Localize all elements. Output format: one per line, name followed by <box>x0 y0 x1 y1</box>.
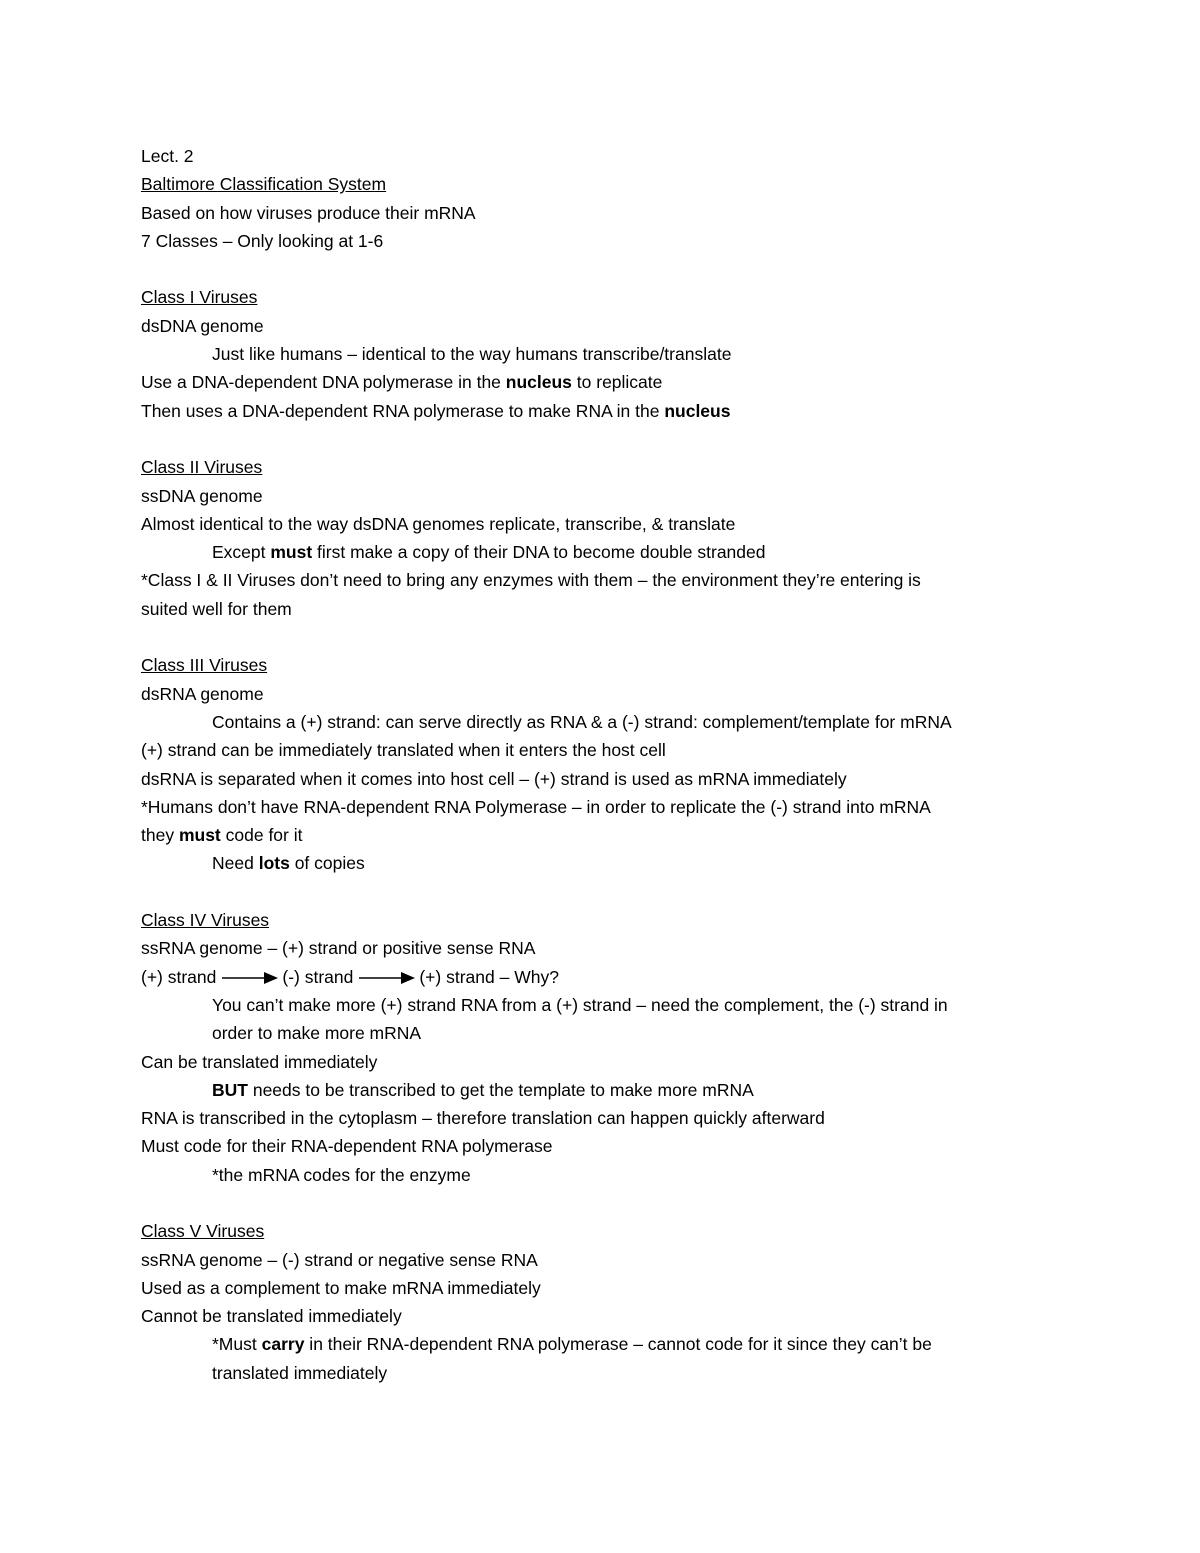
text-line: You can’t make more (+) strand RNA from a (+) strand – need the complement, the (-) strand in <box>212 994 948 1015</box>
spacer <box>141 425 1061 453</box>
right-arrow-icon <box>359 972 415 984</box>
text-line: dsRNA genome <box>141 683 264 704</box>
text-line: Use a DNA-dependent DNA polymerase in the nucleus to replicate <box>141 372 663 393</box>
text-line: Except must first make a copy of their DNA to become double stranded <box>212 542 766 563</box>
bold-term: lots <box>258 853 290 874</box>
intro-line: 7 Classes – Only looking at 1-6 <box>141 230 384 251</box>
text-line: Used as a complement to make mRNA immediately <box>141 1277 541 1298</box>
text-line: ssDNA genome <box>141 485 263 506</box>
bold-term: nucleus <box>505 372 572 393</box>
text-line: *Humans don’t have RNA-dependent RNA Polymerase – in order to replicate the (-) strand into mRNA <box>141 796 931 817</box>
bold-term: BUT <box>212 1079 248 1100</box>
lecture-label: Lect. 2 <box>141 146 194 166</box>
text-line: RNA is transcribed in the cytoplasm – therefore translation can happen quickly afterward <box>141 1108 825 1129</box>
text-line: ssRNA genome – (+) strand or positive sense RNA <box>141 938 536 959</box>
spacer <box>141 878 1061 906</box>
text-line: they must code for it <box>141 825 303 846</box>
strand-flow <box>141 963 1061 991</box>
text-line: BUT needs to be transcribed to get the template to make more mRNA <box>212 1079 754 1100</box>
flow-step: (+) strand <box>141 966 217 987</box>
spacer <box>141 255 1061 283</box>
bold-term: must <box>270 542 313 563</box>
section-heading-class-3: Class III Viruses <box>141 655 268 676</box>
right-arrow-icon <box>222 972 278 984</box>
text-line: dsRNA is separated when it comes into host cell – (+) strand is used as mRNA immediately <box>141 768 847 789</box>
text-line: ssRNA genome – (-) strand or negative sense RNA <box>141 1249 538 1270</box>
section-heading-class-1: Class I Viruses <box>141 287 258 308</box>
intro-line: Based on how viruses produce their mRNA <box>141 202 476 223</box>
text-line: Contains a (+) strand: can serve directly as RNA & a (-) strand: complement/template for mRNA <box>212 711 952 732</box>
section-heading-class-5: Class V Viruses <box>141 1221 265 1242</box>
document-body <box>141 142 1061 1387</box>
document-title: Baltimore Classification System <box>141 174 387 195</box>
text-line: Can be translated immediately <box>141 1051 378 1072</box>
text-line: Almost identical to the way dsDNA genomes replicate, transcribe, & translate <box>141 513 736 534</box>
text-line: translated immediately <box>212 1362 388 1383</box>
text-line: *Must carry in their RNA-dependent RNA polymerase – cannot code for it since they can’t be <box>212 1334 932 1355</box>
bold-term: carry <box>261 1334 305 1355</box>
text-line: Then uses a DNA-dependent RNA polymerase to make RNA in the nucleus <box>141 400 731 421</box>
flow-step: (-) strand <box>282 966 354 987</box>
bold-term: must <box>178 825 221 846</box>
text-line: Just like humans – identical to the way humans transcribe/translate <box>212 344 732 365</box>
flow-step: (+) strand – Why? <box>419 966 559 987</box>
section-heading-class-2: Class II Viruses <box>141 457 263 478</box>
text-line: dsDNA genome <box>141 315 264 336</box>
text-line: Cannot be translated immediately <box>141 1306 402 1327</box>
section-heading-class-4: Class IV Viruses <box>141 910 270 931</box>
bold-term: nucleus <box>664 400 731 421</box>
text-line: Must code for their RNA-dependent RNA polymerase <box>141 1136 553 1157</box>
text-line: suited well for them <box>141 598 292 619</box>
text-line: (+) strand can be immediately translated when it enters the host cell <box>141 740 666 761</box>
spacer <box>141 1189 1061 1217</box>
spacer <box>141 623 1061 651</box>
text-line: *the mRNA codes for the enzyme <box>212 1164 471 1185</box>
text-line: *Class I & II Viruses don’t need to bring any enzymes with them – the environment they’re entering is <box>141 570 921 591</box>
text-line: order to make more mRNA <box>212 1023 422 1044</box>
text-line: Need lots of copies <box>212 853 365 874</box>
